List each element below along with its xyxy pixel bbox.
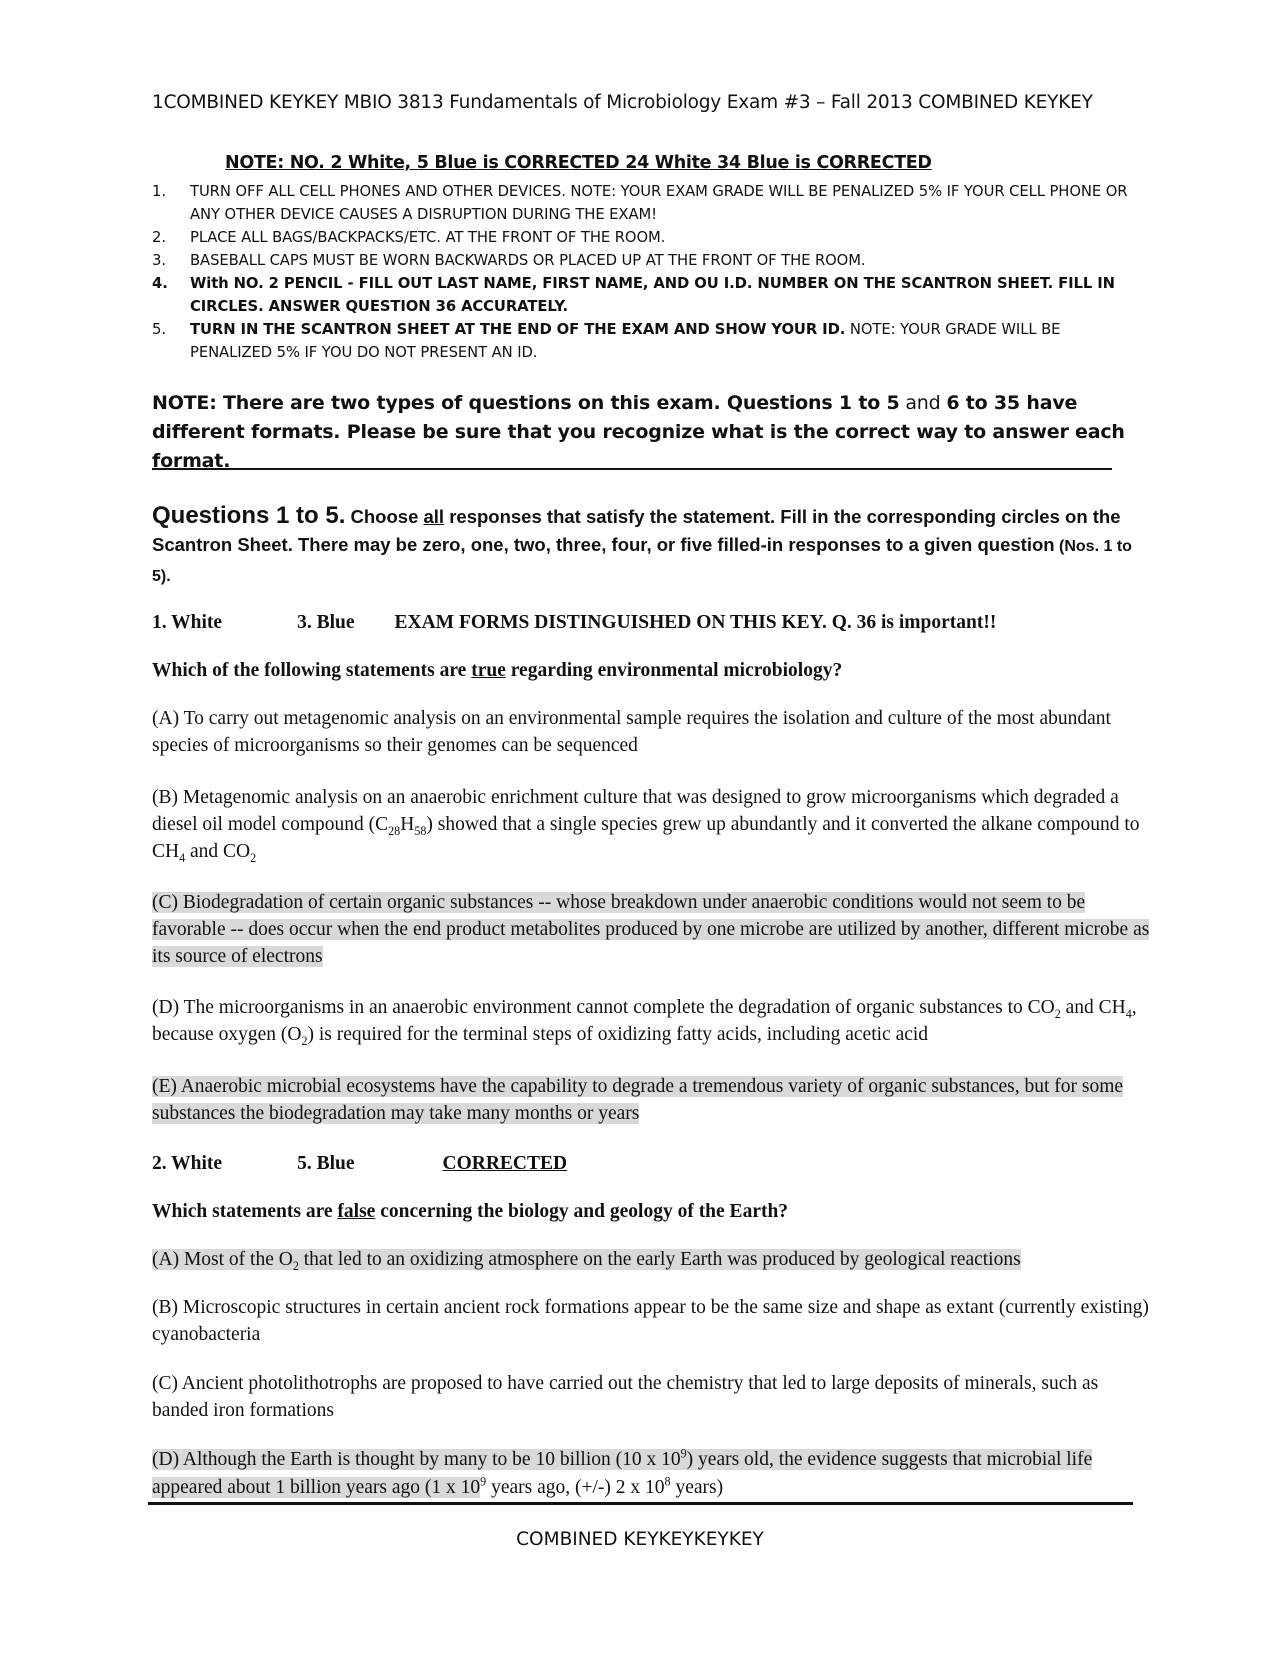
format-note-part2: 6 to 35 have different formats. Please be sure that you recognize what is the correct way to answer each format. <box>152 392 1125 472</box>
key-note: EXAM FORMS DISTINGUISHED ON THIS KEY. Q. 36 is important!! <box>394 612 997 633</box>
divider-line <box>152 468 1112 470</box>
instruction-number: 3. <box>152 252 166 269</box>
instruction-number: 1. <box>152 183 166 200</box>
option-text: and CH <box>1060 997 1126 1018</box>
format-note <box>152 389 1152 476</box>
section-heading-pre: Choose <box>345 506 424 527</box>
instruction-text: PLACE ALL BAGS/BACKPACKS/ETC. AT THE FRONT OF THE ROOM. <box>190 229 666 246</box>
subscript: 28 <box>388 823 401 838</box>
instruction-text: BASEBALL CAPS MUST BE WORN BACKWARDS OR PLACED UP AT THE FRONT OF THE ROOM. <box>190 252 866 269</box>
option-text: , because oxygen (O <box>152 997 1137 1045</box>
section-heading-underlined: all <box>423 506 445 527</box>
correction-note: NOTE: NO. 2 White, 5 Blue is CORRECTED 24 White 34 Blue is CORRECTED <box>225 153 932 173</box>
option-text: that led to an oxidizing atmosphere on the early Earth was produced by geological reactions <box>298 1249 1021 1270</box>
section-heading <box>152 502 1142 591</box>
superscript: 9 <box>680 1446 687 1461</box>
subscript: 2 <box>250 850 257 865</box>
option-text: (A) To carry out metagenomic analysis on an environmental sample requires the isolation and culture of the most abundant species of microorganisms so their genomes can be sequenced <box>152 708 1111 756</box>
stem-pre: Which statements are <box>152 1201 338 1222</box>
subscript: 4 <box>179 850 186 865</box>
section-heading-title: Questions 1 to 5. <box>152 502 346 529</box>
instruction-bold-text: TURN IN THE SCANTRON SHEET AT THE END OF THE EXAM AND SHOW YOUR ID. <box>190 321 846 338</box>
page-footer: COMBINED KEYKEYKEYKEY <box>516 1529 764 1550</box>
instruction-item <box>152 318 1142 364</box>
format-note-and: and <box>899 392 947 414</box>
form-white-label: 2. White <box>152 1153 223 1174</box>
option-text: ) showed that a single species grew up abundantly and it converted the alkane compound to CH <box>152 814 1140 862</box>
stem-post: regarding environmental microbiology? <box>505 660 843 681</box>
question2-option-c <box>152 1370 1152 1424</box>
question2-forms <box>152 1150 1152 1177</box>
form-blue-label: 3. Blue <box>297 612 355 633</box>
stem-post: concerning the biology and geology of the Earth? <box>375 1201 789 1222</box>
corrected-label: CORRECTED <box>442 1153 568 1174</box>
option-text-highlighted: (C) Biodegradation of certain organic substances -- whose breakdown under anaerobic conditions would not seem to be favorable -- does occur when the end product metabolites produced by one microbe are utilized by another, different microbe as its source of electrons <box>152 892 1150 967</box>
section-heading-post: responses that satisfy the statement. Fill in the corresponding circles on the Scantron Sheet. There may be zero, one, two, three, four, or five filled-in responses to a given question <box>152 506 1121 555</box>
instruction-item <box>152 249 1142 272</box>
page-header: 1COMBINED KEYKEY MBIO 3813 Fundamentals of Microbiology Exam #3 – Fall 2013 COMBINED KEYKEY <box>152 92 1093 113</box>
instruction-item <box>152 226 1142 249</box>
instruction-text-tail: NOTE: YOUR GRADE WILL BE PENALIZED 5% IF YOU DO NOT PRESENT AN ID. <box>190 321 1061 361</box>
option-text: and CO <box>185 841 251 862</box>
format-note-part1: NOTE: There are two types of questions on this exam. Questions 1 to 5 <box>152 392 900 414</box>
subscript: 2 <box>1054 1006 1061 1021</box>
option-text: (D) Although the Earth is thought by many to be 10 billion (10 x 10 <box>152 1449 681 1470</box>
option-text: (B) Metagenomic analysis on an anaerobic enrichment culture that was designed to grow microorganisms which degraded a diesel oil model compound (C <box>152 787 1119 835</box>
instructions-list <box>152 180 1142 364</box>
form-blue-label: 5. Blue <box>297 1153 355 1174</box>
question2-stem <box>152 1198 1152 1225</box>
superscript: 9 <box>480 1474 487 1489</box>
subscript: 2 <box>292 1258 299 1273</box>
option-text: (A) Most of the O <box>152 1249 293 1270</box>
instruction-item <box>152 180 1142 226</box>
instruction-number: 2. <box>152 229 166 246</box>
instruction-text: TURN OFF ALL CELL PHONES AND OTHER DEVICES. NOTE: YOUR EXAM GRADE WILL BE PENALIZED 5% IF YOUR CELL PHONE OR ANY OTHER DEVICE CAUSES A DISRUPTION DURING THE EXAM! <box>190 183 1128 223</box>
subscript: 58 <box>414 823 427 838</box>
question1-stem <box>152 657 1152 684</box>
option-text: years) <box>670 1477 724 1498</box>
question1-option-e <box>152 1073 1152 1127</box>
option-text: (B) Microscopic structures in certain ancient rock formations appear to be the same size and shape as extant (currently existing) cyanobacteria <box>152 1297 1149 1345</box>
option-text: ) years old, the evidence suggests that microbial life appeared about 1 billion years ago (1 x 10 <box>152 1449 1093 1498</box>
question1-option-d <box>152 994 1152 1048</box>
bottom-divider <box>148 1502 1133 1505</box>
section-heading-small: (Nos. 1 to 5). <box>152 538 1132 585</box>
question2-option-a <box>152 1246 1152 1273</box>
superscript: 8 <box>664 1474 671 1489</box>
instruction-number: 4. <box>152 275 168 292</box>
question2-option-d <box>152 1446 1152 1502</box>
stem-underlined: true <box>471 660 506 681</box>
option-text: (D) The microorganisms in an anaerobic environment cannot complete the degradation of organic substances to CO <box>152 997 1055 1018</box>
option-text <box>480 1474 724 1498</box>
subscript: 2 <box>301 1033 308 1048</box>
option-text: years ago, (+/-) 2 x 10 <box>486 1477 665 1498</box>
question1-option-a <box>152 705 1152 759</box>
subscript: 4 <box>1125 1006 1132 1021</box>
question1-option-b <box>152 784 1152 865</box>
instruction-item <box>152 272 1142 318</box>
option-text: (C) Ancient photolithotrophs are proposed to have carried out the chemistry that led to large deposits of minerals, such as banded iron formations <box>152 1373 1099 1421</box>
instruction-text: With NO. 2 PENCIL - FILL OUT LAST NAME, FIRST NAME, AND OU I.D. NUMBER ON THE SCANTRON SHEET. FILL IN CIRCLES. ANSWER QUESTION 36 ACCURATELY. <box>190 275 1115 315</box>
stem-underlined: false <box>337 1201 376 1222</box>
question2-option-b <box>152 1294 1152 1348</box>
form-white-label: 1. White <box>152 612 223 633</box>
option-text: H <box>400 814 415 835</box>
option-text: ) is required for the terminal steps of oxidizing fatty acids, including acetic acid <box>307 1024 929 1045</box>
option-text-highlighted: (E) Anaerobic microbial ecosystems have the capability to degrade a tremendous variety of organic substances, but for some substances the biodegradation may take many months or years <box>152 1076 1124 1124</box>
stem-pre: Which of the following statements are <box>152 660 472 681</box>
option-text-highlighted <box>152 1249 1021 1273</box>
instruction-text <box>190 318 1142 364</box>
question1-forms <box>152 609 1152 636</box>
instruction-number: 5. <box>152 321 166 338</box>
question1-option-c <box>152 889 1152 970</box>
